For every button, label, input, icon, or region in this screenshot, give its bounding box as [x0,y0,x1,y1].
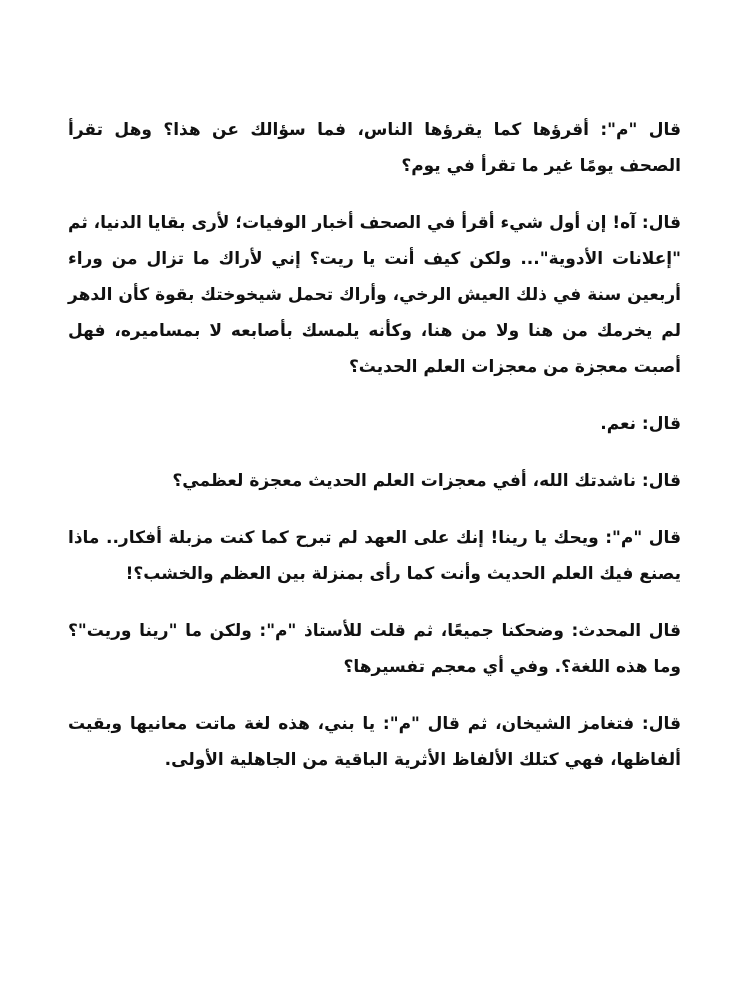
paragraph-5: قال "م": ويحك يا رينا! إنك على العهد لم تبرح كما كنت مزبلة أفكار.. ماذا يصنع فيك العلم الحديث وأنت كما رأى بمنزلة بين العظم والخشب؟! [68,528,681,584]
paragraph-1: قال "م": أقرؤها كما يقرؤها الناس، فما سؤالك عن هذا؟ وهل تقرأ الصحف يومًا غير ما تقرأ في يوم؟ [68,120,681,176]
paragraph-7: قال: فتغامز الشيخان، ثم قال "م": يا بني، هذه لغة ماتت معانيها وبقيت ألفاظها، فهي كتلك الألفاظ الأثرية الباقية من الجاهلية الأولى. [68,714,681,770]
paragraph-3: قال: نعم. [600,414,681,434]
paragraph-2: قال: آه! إن أول شيء أقرأ في الصحف أخبار الوفيات؛ لأرى بقايا الدنيا، ثم "إعلانات الأدوية"... ولكن كيف أنت يا ريت؟ إني لأراك ما تزال من وراء أربعين سنة في ذلك العيش الرخي، وأراك تحمل شيخوختك بقوة كأن الدهر لم يخرمك من هنا ولا من هنا، وكأنه يلمسك بأصابعه لا بمساميره، فهل أصبت معجزة من معجزات العلم الحديث؟ [68,213,681,377]
paragraph-4: قال: ناشدتك الله، أفي معجزات العلم الحديث معجزة لعظمي؟ [172,471,681,491]
paragraph-6: قال المحدث: وضحكنا جميعًا، ثم قلت للأستاذ "م": ولكن ما "رينا وريت"؟ وما هذه اللغة؟. وفي أي معجم تفسيرها؟ [68,621,681,677]
document-page [68,112,681,799]
